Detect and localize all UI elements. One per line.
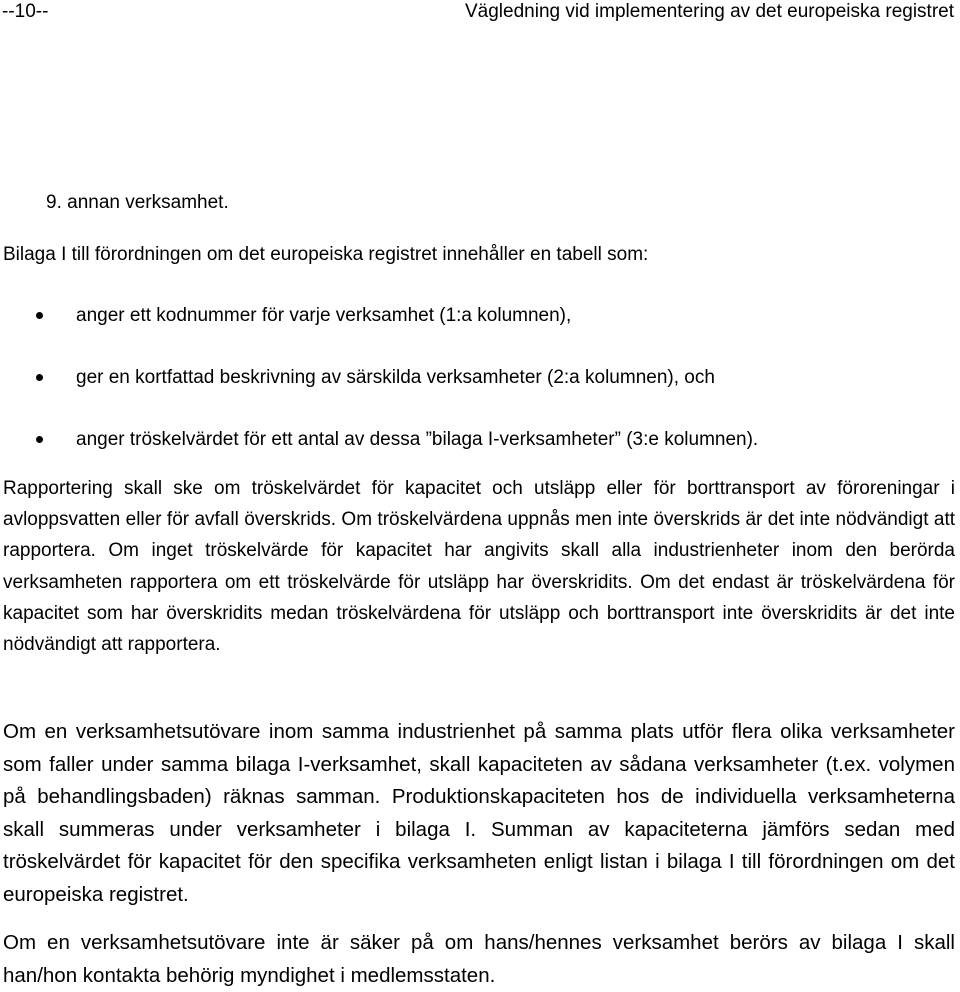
intro-paragraph: Bilaga I till förordningen om det europeiska registret innehåller en tabell som:	[3, 244, 649, 265]
list-item	[0, 305, 960, 336]
numbered-item: 9. annan verksamhet.	[46, 192, 229, 213]
bullet-text: anger ett kodnummer för varje verksamhet (1:a kolumnen),	[76, 305, 572, 326]
body-paragraph: Rapportering skall ske om tröskelvärdet för kapacitet och utsläpp eller för borttransport av föroreningar i avloppsvatten eller för avfall överskrids. Om tröskelvärdena uppnås men inte överskrids är det inte nödvändigt att rapportera. Om inget tröskelvärde för kapacitet har angivits skall alla industrienheter inom den berörda verksamheten rapportera om ett tröskelvärde för utsläpp har överskridits. Om det endast är tröskelvärdena för kapacitet som har överskridits medan tröskelvärdena för utsläpp och borttransport inte överskridits är det inte nödvändigt att rapportera.	[3, 478, 955, 656]
list-item	[0, 429, 960, 460]
page-number: --10--	[2, 1, 49, 22]
list-item	[0, 367, 960, 398]
bullet-text: ger en kortfattad beskrivning av särskilda verksamheter (2:a kolumnen), och	[76, 367, 715, 388]
body-paragraph: Om en verksamhetsutövare inte är säker på om hans/hennes verksamhet berörs av bilaga I skall han/hon kontakta behörig myndighet i medlemsstaten.	[3, 931, 955, 987]
header-title: Vägledning vid implementering av det europeiska registret	[465, 1, 954, 22]
bullet-icon	[36, 312, 43, 319]
bullet-icon	[36, 436, 43, 443]
page-header	[0, 0, 958, 28]
bullet-text: anger tröskelvärdet för ett antal av dessa ”bilaga I-verksamheter” (3:e kolumnen).	[76, 429, 759, 450]
bullet-list	[0, 305, 960, 491]
body-paragraph: Om en verksamhetsutövare inom samma industrienhet på samma plats utför flera olika verksamheter som faller under samma bilaga I-verksamhet, skall kapaciteten av sådana verksamheter (t.ex. volymen på behandlingsbaden) räknas samman. Produktionskapaciteten hos de individuella verksamheterna skall summeras under verksamheter i bilaga I. Summan av kapaciteterna jämförs sedan med tröskelvärdet för kapacitet för den specifika verksamheten enligt listan i bilaga I till förordningen om det europeiska registret.	[3, 720, 955, 906]
bullet-icon	[36, 374, 43, 381]
